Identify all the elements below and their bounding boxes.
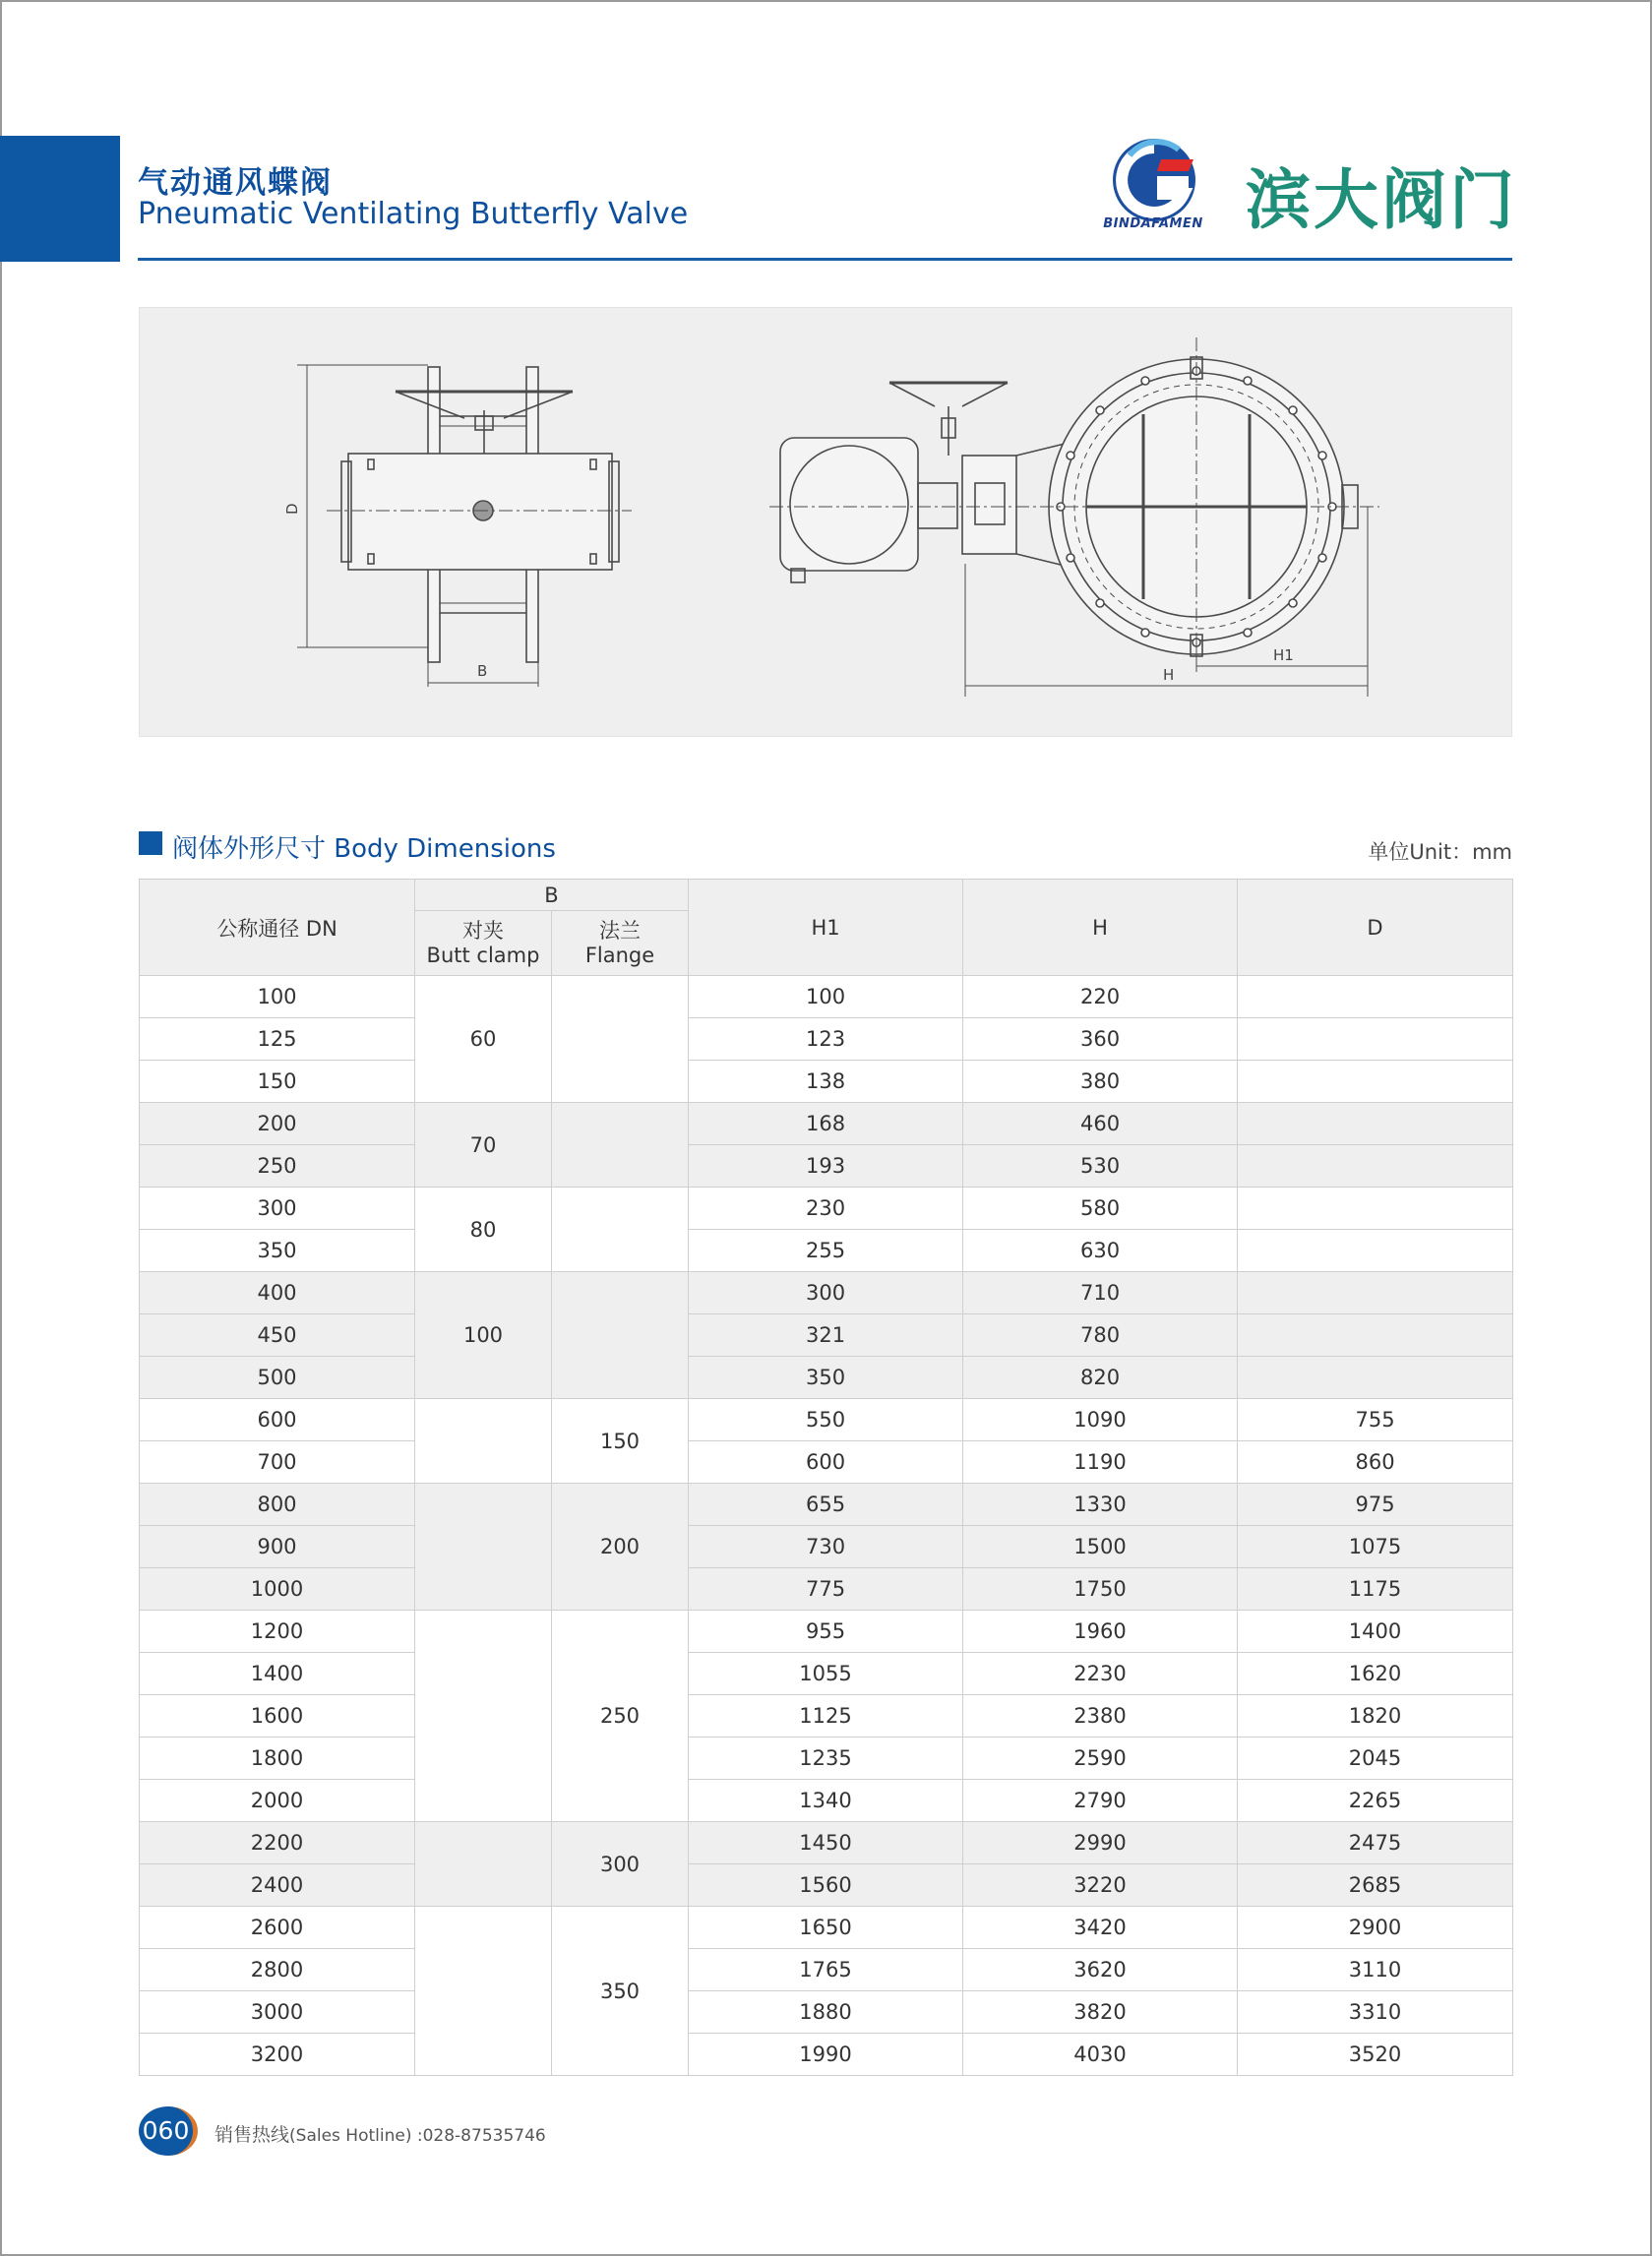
cell-d: 1175 xyxy=(1238,1568,1513,1611)
cell-flange: 250 xyxy=(552,1611,689,1822)
cell-d: 2685 xyxy=(1238,1864,1513,1907)
cell-dn: 900 xyxy=(140,1526,415,1568)
cell-flange xyxy=(552,1272,689,1399)
cell-h: 1960 xyxy=(963,1611,1238,1653)
cell-clamp xyxy=(415,1611,552,1822)
cell-d xyxy=(1238,1314,1513,1357)
cell-d: 2265 xyxy=(1238,1780,1513,1822)
cell-d: 1075 xyxy=(1238,1526,1513,1568)
page-title-en: Pneumatic Ventilating Butterfly Valve xyxy=(138,197,689,231)
table-row xyxy=(140,1780,1513,1822)
dimension-label-h1: H1 xyxy=(1273,646,1294,664)
cell-d: 1820 xyxy=(1238,1695,1513,1738)
cell-h1: 138 xyxy=(689,1061,963,1103)
table-row xyxy=(140,1145,1513,1188)
cell-d: 1620 xyxy=(1238,1653,1513,1695)
brand-name-en: BINDAFAMEN xyxy=(1103,216,1203,231)
cell-h: 380 xyxy=(963,1061,1238,1103)
cell-clamp xyxy=(415,1399,552,1484)
section-title: 阀体外形尺寸 Body Dimensions xyxy=(172,834,556,864)
cell-dn: 700 xyxy=(140,1441,415,1484)
dimension-label-b: B xyxy=(477,662,488,680)
cell-h1: 955 xyxy=(689,1611,963,1653)
cell-d xyxy=(1238,1103,1513,1145)
cell-flange xyxy=(552,976,689,1103)
cell-clamp: 60 xyxy=(415,976,552,1103)
cell-h: 2230 xyxy=(963,1653,1238,1695)
cell-dn: 1800 xyxy=(140,1738,415,1780)
cell-h: 820 xyxy=(963,1357,1238,1399)
cell-d: 3110 xyxy=(1238,1949,1513,1991)
header-divider xyxy=(138,258,1512,261)
cell-flange: 300 xyxy=(552,1822,689,1907)
table-row xyxy=(140,1568,1513,1611)
cell-dn: 450 xyxy=(140,1314,415,1357)
cell-h1: 300 xyxy=(689,1272,963,1314)
cell-h: 220 xyxy=(963,976,1238,1018)
cell-dn: 3000 xyxy=(140,1991,415,2034)
header-flange-en: Flange xyxy=(584,943,655,967)
cell-h1: 1990 xyxy=(689,2034,963,2076)
header-flange-cn: 法兰 xyxy=(599,919,641,944)
cell-h: 360 xyxy=(963,1018,1238,1061)
cell-h: 1500 xyxy=(963,1526,1238,1568)
header-butt-clamp-cn: 对夹 xyxy=(462,919,504,944)
header-butt-clamp-en: Butt clamp xyxy=(426,943,540,967)
cell-h1: 730 xyxy=(689,1526,963,1568)
cell-h: 1190 xyxy=(963,1441,1238,1484)
table-row xyxy=(140,1399,1513,1441)
table-row xyxy=(140,1314,1513,1357)
cell-flange xyxy=(552,1188,689,1272)
cell-clamp: 80 xyxy=(415,1188,552,1272)
cell-h1: 1125 xyxy=(689,1695,963,1738)
cell-h1: 1450 xyxy=(689,1822,963,1864)
valve-diagram xyxy=(140,308,1513,738)
cell-h1: 600 xyxy=(689,1441,963,1484)
cell-h1: 193 xyxy=(689,1145,963,1188)
table-row xyxy=(140,1357,1513,1399)
cell-h1: 255 xyxy=(689,1230,963,1272)
cell-h: 1750 xyxy=(963,1568,1238,1611)
cell-dn: 150 xyxy=(140,1061,415,1103)
cell-h: 530 xyxy=(963,1145,1238,1188)
cell-dn: 350 xyxy=(140,1230,415,1272)
cell-d xyxy=(1238,1018,1513,1061)
table-row xyxy=(140,1188,1513,1230)
cell-h: 1090 xyxy=(963,1399,1238,1441)
cell-d: 2045 xyxy=(1238,1738,1513,1780)
side-accent-bar xyxy=(0,136,120,262)
cell-h1: 1055 xyxy=(689,1653,963,1695)
table-row xyxy=(140,1526,1513,1568)
dimension-label-d: D xyxy=(283,503,301,515)
table-row xyxy=(140,1864,1513,1907)
cell-d xyxy=(1238,1188,1513,1230)
brand-name-cn: 滨大阀门 xyxy=(1246,162,1517,238)
cell-h1: 1650 xyxy=(689,1907,963,1949)
cell-h: 3420 xyxy=(963,1907,1238,1949)
cell-flange: 200 xyxy=(552,1484,689,1611)
header-b: B xyxy=(415,880,689,911)
cell-d: 2475 xyxy=(1238,1822,1513,1864)
cell-d: 755 xyxy=(1238,1399,1513,1441)
cell-h1: 230 xyxy=(689,1188,963,1230)
header-flange xyxy=(552,911,689,976)
cell-dn: 100 xyxy=(140,976,415,1018)
cell-dn: 1200 xyxy=(140,1611,415,1653)
cell-h1: 550 xyxy=(689,1399,963,1441)
table-row xyxy=(140,1441,1513,1484)
cell-dn: 250 xyxy=(140,1145,415,1188)
cell-d: 3520 xyxy=(1238,2034,1513,2076)
cell-dn: 1000 xyxy=(140,1568,415,1611)
cell-clamp: 100 xyxy=(415,1272,552,1399)
cell-h1: 1560 xyxy=(689,1864,963,1907)
cell-clamp xyxy=(415,1907,552,2076)
cell-dn: 3200 xyxy=(140,2034,415,2076)
cell-flange: 150 xyxy=(552,1399,689,1484)
dimensions-table xyxy=(139,879,1513,2076)
cell-clamp xyxy=(415,1484,552,1611)
header-dn: 公称通径 DN xyxy=(140,880,415,976)
section-marker xyxy=(139,831,162,855)
cell-dn: 125 xyxy=(140,1018,415,1061)
cell-dn: 1600 xyxy=(140,1695,415,1738)
cell-h1: 1235 xyxy=(689,1738,963,1780)
cell-dn: 500 xyxy=(140,1357,415,1399)
table-row xyxy=(140,1695,1513,1738)
cell-h: 3620 xyxy=(963,1949,1238,1991)
cell-d: 860 xyxy=(1238,1441,1513,1484)
cell-h: 780 xyxy=(963,1314,1238,1357)
cell-dn: 800 xyxy=(140,1484,415,1526)
page-number: 060 xyxy=(139,2106,198,2156)
cell-d xyxy=(1238,1357,1513,1399)
header-h1: H1 xyxy=(689,880,963,976)
cell-clamp xyxy=(415,1822,552,1907)
cell-d xyxy=(1238,976,1513,1018)
table-row xyxy=(140,1907,1513,1949)
cell-h1: 350 xyxy=(689,1357,963,1399)
cell-h: 2990 xyxy=(963,1822,1238,1864)
header-d: D xyxy=(1238,880,1513,976)
cell-flange xyxy=(552,1103,689,1188)
table-row xyxy=(140,976,1513,1018)
cell-d xyxy=(1238,1061,1513,1103)
table-row xyxy=(140,2034,1513,2076)
cell-dn: 300 xyxy=(140,1188,415,1230)
cell-d: 3310 xyxy=(1238,1991,1513,2034)
cell-dn: 2200 xyxy=(140,1822,415,1864)
table-row xyxy=(140,1949,1513,1991)
cell-flange: 350 xyxy=(552,1907,689,2076)
cell-h: 2790 xyxy=(963,1780,1238,1822)
table-row xyxy=(140,1653,1513,1695)
table-row xyxy=(140,1103,1513,1145)
cell-h1: 775 xyxy=(689,1568,963,1611)
cell-dn: 2000 xyxy=(140,1780,415,1822)
cell-h1: 321 xyxy=(689,1314,963,1357)
cell-d: 975 xyxy=(1238,1484,1513,1526)
table-row xyxy=(140,1991,1513,2034)
cell-dn: 2600 xyxy=(140,1907,415,1949)
cell-clamp: 70 xyxy=(415,1103,552,1188)
cell-d: 2900 xyxy=(1238,1907,1513,1949)
cell-dn: 400 xyxy=(140,1272,415,1314)
cell-d xyxy=(1238,1230,1513,1272)
cell-h: 460 xyxy=(963,1103,1238,1145)
header-butt-clamp xyxy=(415,911,552,976)
hotline-label-cn: 销售热线 xyxy=(214,2124,290,2146)
cell-h: 3820 xyxy=(963,1991,1238,2034)
unit-label: 单位Unit：mm xyxy=(1368,840,1512,864)
cell-h: 710 xyxy=(963,1272,1238,1314)
valve-drawing xyxy=(139,307,1512,737)
table-row xyxy=(140,1230,1513,1272)
cell-dn: 2400 xyxy=(140,1864,415,1907)
cell-h: 630 xyxy=(963,1230,1238,1272)
dimension-label-h: H xyxy=(1163,666,1175,684)
sales-hotline xyxy=(214,2120,546,2147)
cell-h1: 168 xyxy=(689,1103,963,1145)
table-row xyxy=(140,1822,1513,1864)
cell-dn: 1400 xyxy=(140,1653,415,1695)
cell-h: 2590 xyxy=(963,1738,1238,1780)
hotline-label-en: (Sales Hotline) xyxy=(289,2126,412,2146)
cell-h: 1330 xyxy=(963,1484,1238,1526)
table-row xyxy=(140,1484,1513,1526)
cell-h1: 1765 xyxy=(689,1949,963,1991)
cell-dn: 600 xyxy=(140,1399,415,1441)
cell-d xyxy=(1238,1272,1513,1314)
table-row xyxy=(140,1018,1513,1061)
cell-h: 2380 xyxy=(963,1695,1238,1738)
table-row xyxy=(140,1272,1513,1314)
cell-h1: 123 xyxy=(689,1018,963,1061)
cell-h: 580 xyxy=(963,1188,1238,1230)
hotline-number: :028-87535746 xyxy=(411,2126,546,2146)
table-row xyxy=(140,1611,1513,1653)
header-h: H xyxy=(963,880,1238,976)
cell-dn: 2800 xyxy=(140,1949,415,1991)
cell-dn: 200 xyxy=(140,1103,415,1145)
cell-h1: 1880 xyxy=(689,1991,963,2034)
cell-h1: 100 xyxy=(689,976,963,1018)
cell-d: 1400 xyxy=(1238,1611,1513,1653)
table-row xyxy=(140,1061,1513,1103)
cell-h: 4030 xyxy=(963,2034,1238,2076)
cell-h1: 1340 xyxy=(689,1780,963,1822)
cell-d xyxy=(1238,1145,1513,1188)
cell-h: 3220 xyxy=(963,1864,1238,1907)
table-row xyxy=(140,1738,1513,1780)
cell-h1: 655 xyxy=(689,1484,963,1526)
page-title-cn: 气动通风蝶阀 xyxy=(138,165,333,201)
